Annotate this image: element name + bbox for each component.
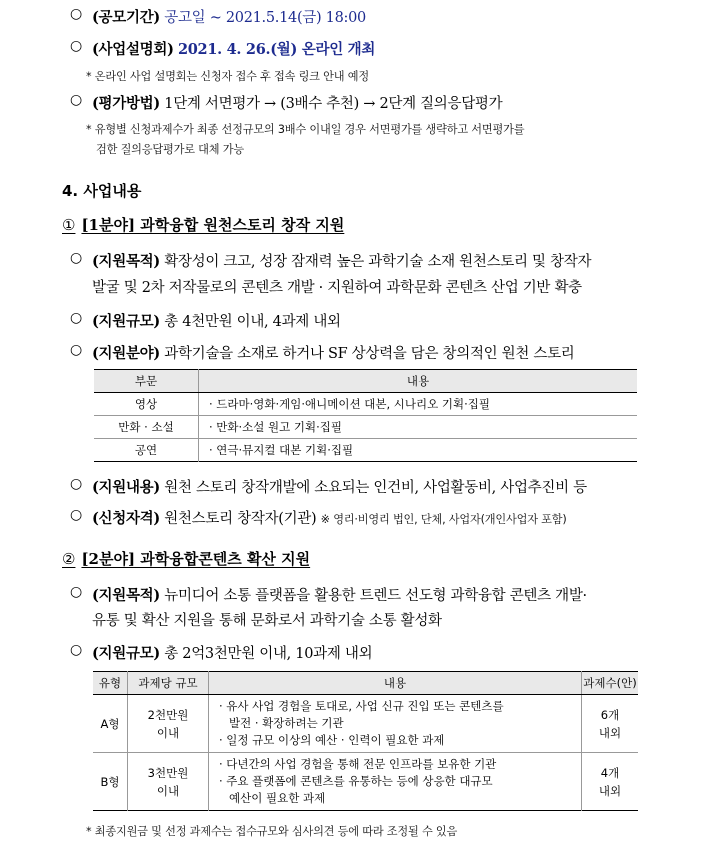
deadline-value: 공고일 ~ 2021.5.14(금) 18:00 [164,10,366,26]
table-cell-content [209,753,582,811]
bullet-circle: ○ [70,250,83,266]
briefing-value: 2021. 4. 26.(월) 온라인 개최 [177,41,376,58]
briefing-line [92,38,375,59]
area1-field-line [92,342,575,363]
bullet-circle: ○ [70,642,83,658]
eval-value: 1단계 서면평가 → (3배수 추천) → 2단계 질의응답평가 [164,96,503,112]
amount-line: 3천만원 [147,765,189,780]
bullet-circle: ○ [70,6,83,22]
table-header-cell: 유형 [93,672,128,695]
area1-qual-note: ※ 영리·비영리 법인, 단체, 사업자(개인사업자 포함) [320,513,567,526]
table-cell-content [209,695,582,753]
area2-purpose-label: (지원목적) [92,587,160,604]
bullet-circle: ○ [70,342,83,358]
area1-number: ① [62,216,76,234]
content-line: 발전 · 확장하려는 기관 [229,716,344,730]
amount-line: 이내 [156,783,180,798]
area1-scale-label: (지원규모) [92,313,160,330]
table-row [93,753,638,811]
area1-content-line [92,476,587,497]
content-line: · 유사 사업 경험을 토대로, 사업 신규 진입 또는 콘텐츠를 [219,699,504,713]
area1-qual-label: (신청자격) [92,510,160,527]
table-header-cell: 부문 [94,370,199,393]
table-cell-category: 공연 [94,439,199,462]
area1-content-value: 원천 스토리 창작개발에 소요되는 인건비, 사업활동비, 사업추진비 등 [164,480,587,496]
table-cell-amount [128,695,209,753]
area1-title-text: [1분야] 과학융합 원천스토리 창작 지원 [81,216,345,234]
count-line: 4개 [600,765,620,780]
content-line: · 주요 플랫폼에 콘텐츠를 유통하는 등에 상응한 대규모 [219,774,493,788]
area1-purpose-line-1 [92,250,591,271]
area1-field-value: 과학기술을 소재로 하거나 SF 상상력을 담은 창의적인 원천 스토리 [164,346,575,362]
briefing-label: (사업설명회) [92,41,174,58]
bullet-circle: ○ [70,584,83,600]
briefing-note: * 온라인 사업 설명회는 신청자 접수 후 접속 링크 안내 예정 [86,70,369,83]
deadline-line [92,6,366,27]
content-line: · 다년간의 사업 경험을 통해 전문 인프라를 보유한 기관 [219,757,497,771]
area2-number: ② [62,550,76,568]
content-line: · 일정 규모 이상의 예산 · 인력이 필요한 과제 [219,733,445,747]
area1-qual-line [92,507,567,528]
area2-scale-line [92,642,372,663]
eval-label: (평가방법) [92,95,160,112]
amount-line: 2천만원 [147,707,189,722]
area1-purpose-line-2: 발굴 및 2차 저작물로의 콘텐츠 개발 · 지원하여 과학문화 콘텐츠 산업 기반 확충 [92,280,582,296]
table-header-cell: 내용 [199,370,638,393]
count-line: 내외 [598,725,622,740]
table-cell-category: 만화 · 소설 [94,416,199,439]
table-cell-count [582,753,639,811]
bullet-circle: ○ [70,92,83,108]
bullet-circle: ○ [70,476,83,492]
area1-qual-value: 원천스토리 창작자(기관) [164,511,317,527]
area2-scale-label: (지원규모) [92,645,160,662]
area2-purpose-line-1 [92,584,587,605]
count-line: 내외 [598,783,622,798]
table-cell-count [582,695,639,753]
area2-table [93,671,638,811]
deadline-label: (공모기간) [92,9,160,26]
area2-title-text: [2분야] 과학융합콘텐츠 확산 지원 [81,550,311,568]
table-cell-content: · 연극·뮤지컬 대본 기획·집필 [199,439,638,462]
table-cell-content: · 만화·소설 원고 기획·집필 [199,416,638,439]
table-header-row [94,370,637,393]
bullet-circle: ○ [70,310,83,326]
table-cell-amount [128,753,209,811]
area1-purpose-label: (지원목적) [92,253,160,270]
table-header-row [93,672,638,695]
eval-note-1: * 유형별 신청과제수가 최종 선정규모의 3배수 이내일 경우 서면평가를 생략하고 서면평가를 [86,123,525,136]
table-row [94,393,637,416]
area2-footnote: * 최종지원금 및 선정 과제수는 접수규모와 심사의견 등에 따라 조정될 수 있음 [86,825,458,838]
area2-purpose-text-1: 뉴미디어 소통 플랫폼을 활용한 트렌드 선도형 과학융합 콘텐츠 개발· [164,588,587,604]
area1-table [94,369,637,462]
eval-note-2: 검한 질의응답평가로 대체 가능 [96,143,244,156]
table-row [94,439,637,462]
section-title: 4. 사업내용 [62,182,142,200]
eval-line [92,92,502,113]
area2-title [62,548,310,569]
table-header-cell: 과제당 규모 [128,672,209,695]
area1-field-label: (지원분야) [92,345,160,362]
table-cell-content: · 드라마·영화·게임·애니메이션 대본, 시나리오 기획·집필 [199,393,638,416]
area1-title [62,214,344,235]
table-cell-type: A형 [93,695,128,753]
count-line: 6개 [600,707,620,722]
area1-scale-line [92,310,341,331]
table-header-cell: 내용 [209,672,582,695]
table-row [94,416,637,439]
table-header-cell: 과제수(안) [582,672,639,695]
table-cell-category: 영상 [94,393,199,416]
area1-content-label: (지원내용) [92,479,160,496]
bullet-circle: ○ [70,38,83,54]
content-line: 예산이 필요한 과제 [229,791,326,805]
table-row [93,695,638,753]
table-cell-type: B형 [93,753,128,811]
bullet-circle: ○ [70,507,83,523]
area1-scale-value: 총 4천만원 이내, 4과제 내외 [164,314,341,330]
area2-purpose-line-2: 유통 및 확산 지원을 통해 문화로서 과학기술 소통 활성화 [92,613,442,629]
area1-purpose-text-1: 확장성이 크고, 성장 잠재력 높은 과학기술 소재 원천스토리 및 창작자 [164,254,592,270]
amount-line: 이내 [156,725,180,740]
area2-scale-value: 총 2억3천만원 이내, 10과제 내외 [164,646,373,662]
